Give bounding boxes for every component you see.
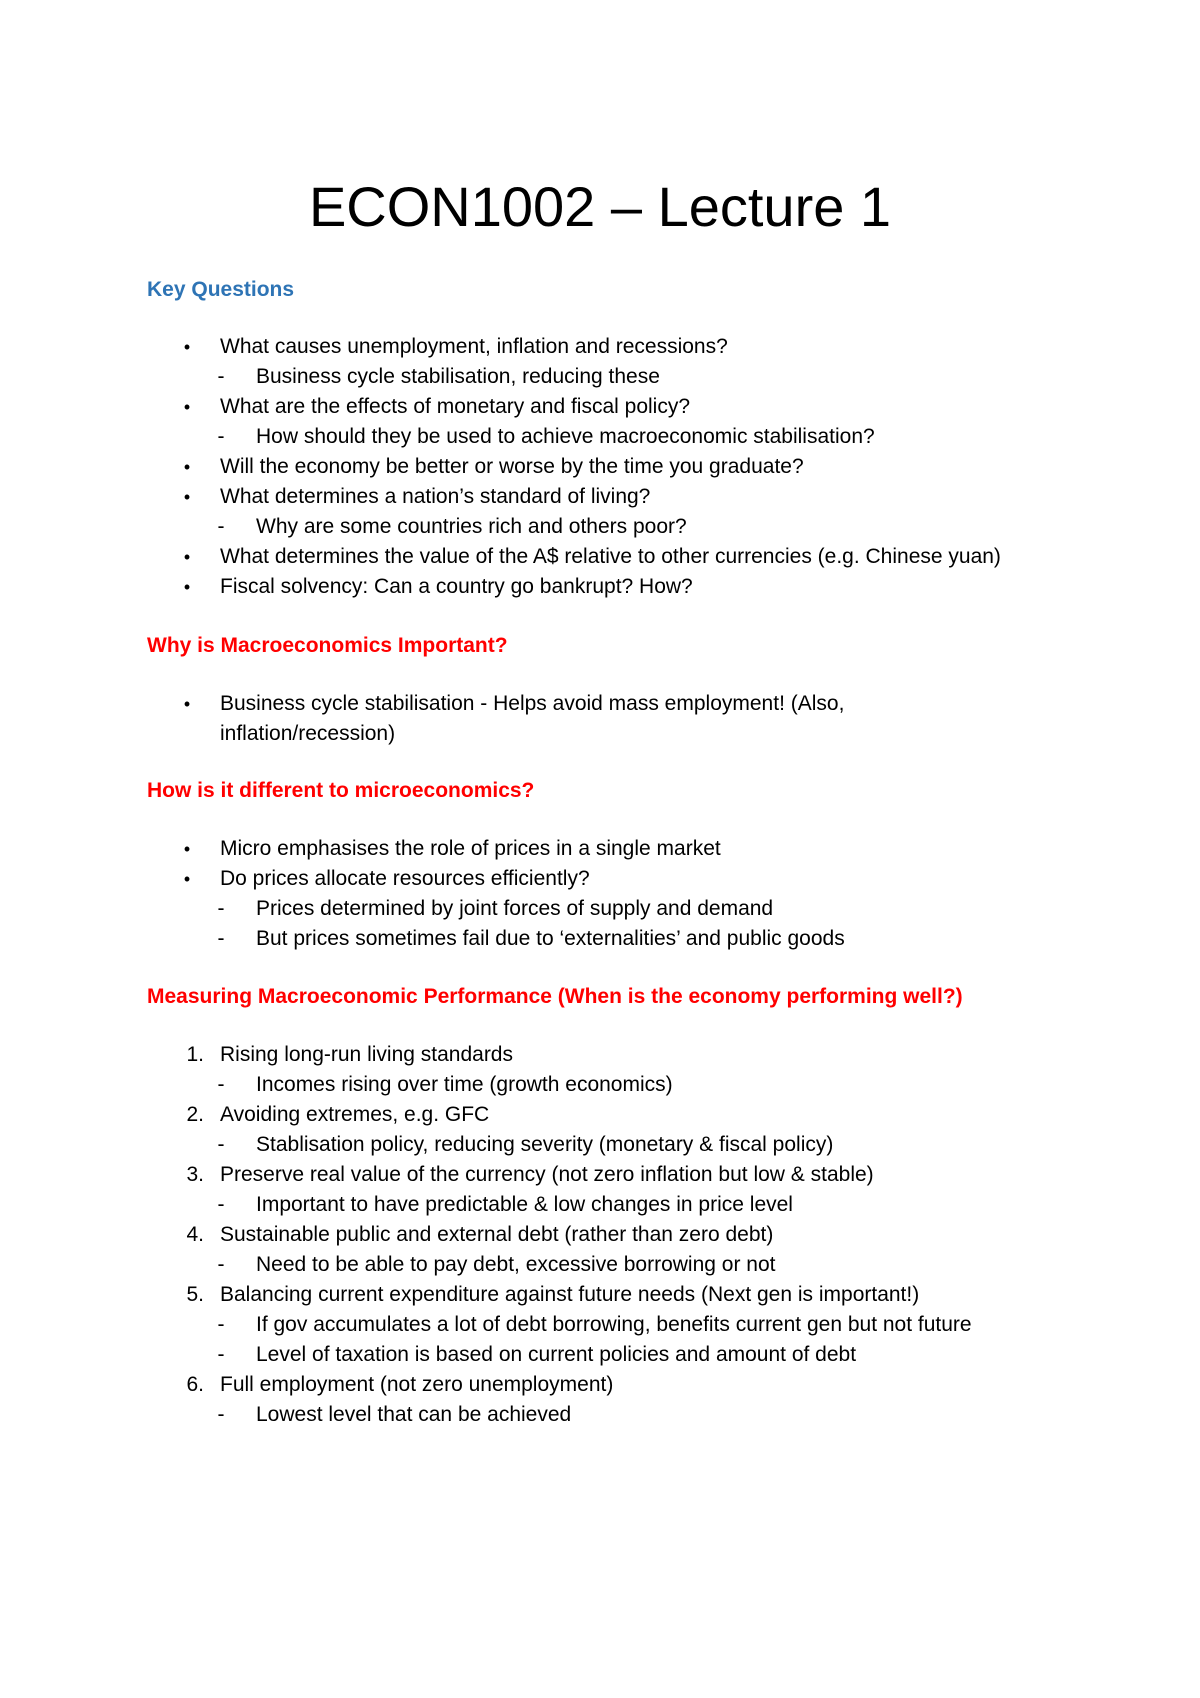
- dash-marker: -: [217, 1313, 225, 1336]
- bullet-marker: •: [183, 487, 191, 507]
- list-item-text: What determines the value of the A$ relative to other currencies (e.g. Chinese yuan): [220, 545, 1001, 568]
- list-item-text: Incomes rising over time (growth economics): [256, 1073, 673, 1096]
- bullet-marker: •: [183, 337, 191, 357]
- list-item-text: Prices determined by joint forces of supply and demand: [256, 897, 774, 920]
- list-item-text: If gov accumulates a lot of debt borrowing, benefits current gen but not future: [256, 1313, 972, 1336]
- list-item-text: Preserve real value of the currency (not zero inflation but low & stable): [220, 1163, 874, 1186]
- list-item-text: What causes unemployment, inflation and recessions?: [220, 335, 728, 358]
- dash-marker: -: [217, 365, 225, 388]
- number-marker: 5.: [186, 1283, 204, 1306]
- dash-marker: -: [217, 897, 225, 920]
- list-item-text: Level of taxation is based on current policies and amount of debt: [256, 1343, 857, 1366]
- list-item-text: Important to have predictable & low changes in price level: [256, 1193, 793, 1216]
- number-marker: 2.: [186, 1103, 204, 1126]
- dash-marker: -: [217, 1133, 225, 1156]
- dash-marker: -: [217, 927, 225, 950]
- section-heading-measuring: Measuring Macroeconomic Performance (When is the economy performing well?): [147, 985, 963, 1008]
- list-item-text: Need to be able to pay debt, excessive borrowing or not: [256, 1253, 776, 1276]
- bullet-marker: •: [183, 397, 191, 417]
- dash-marker: -: [217, 425, 225, 448]
- dash-marker: -: [217, 1253, 225, 1276]
- list-item-text: Full employment (not zero unemployment): [220, 1373, 614, 1396]
- number-marker: 1.: [186, 1043, 204, 1066]
- list-item-text: Business cycle stabilisation, reducing these: [256, 365, 660, 388]
- bullet-marker: •: [183, 694, 191, 714]
- list-item-text: What determines a nation’s standard of living?: [220, 485, 651, 508]
- bullet-marker: •: [183, 869, 191, 889]
- page-title: ECON1002 – Lecture 1: [308, 175, 892, 238]
- dash-marker: -: [217, 1403, 225, 1426]
- list-item-text: Micro emphasises the role of prices in a single market: [220, 837, 721, 860]
- list-item-text: inflation/recession): [220, 722, 396, 745]
- list-item-text: Lowest level that can be achieved: [256, 1403, 572, 1426]
- dash-marker: -: [217, 515, 225, 538]
- list-item-text: But prices sometimes fail due to ‘externalities’ and public goods: [256, 927, 845, 950]
- list-item-text: Why are some countries rich and others poor?: [256, 515, 687, 538]
- list-item-text: How should they be used to achieve macroeconomic stabilisation?: [256, 425, 875, 448]
- bullet-marker: •: [183, 457, 191, 477]
- list-item-text: Sustainable public and external debt (rather than zero debt): [220, 1223, 774, 1246]
- bullet-marker: •: [183, 577, 191, 597]
- section-heading-vs-micro: How is it different to microeconomics?: [147, 779, 535, 802]
- list-item-text: Fiscal solvency: Can a country go bankrupt? How?: [220, 575, 693, 598]
- list-item-text: Balancing current expenditure against future needs (Next gen is important!): [220, 1283, 920, 1306]
- list-item-text: Will the economy be better or worse by the time you graduate?: [220, 455, 804, 478]
- section-heading-why-important: Why is Macroeconomics Important?: [147, 634, 508, 657]
- bullet-marker: •: [183, 839, 191, 859]
- list-item-text: Stablisation policy, reducing severity (monetary & fiscal policy): [256, 1133, 834, 1156]
- number-marker: 4.: [186, 1223, 204, 1246]
- list-item-text: Do prices allocate resources efficiently?: [220, 867, 590, 890]
- number-marker: 3.: [186, 1163, 204, 1186]
- list-item-text: Business cycle stabilisation - Helps avoid mass employment! (Also,: [220, 692, 845, 715]
- bullet-marker: •: [183, 547, 191, 567]
- number-marker: 6.: [186, 1373, 204, 1396]
- dash-marker: -: [217, 1193, 225, 1216]
- list-item-text: What are the effects of monetary and fiscal policy?: [220, 395, 691, 418]
- list-item-text: Rising long-run living standards: [220, 1043, 513, 1066]
- dash-marker: -: [217, 1073, 225, 1096]
- dash-marker: -: [217, 1343, 225, 1366]
- section-heading-key-questions: Key Questions: [147, 278, 295, 301]
- list-item-text: Avoiding extremes, e.g. GFC: [220, 1103, 490, 1126]
